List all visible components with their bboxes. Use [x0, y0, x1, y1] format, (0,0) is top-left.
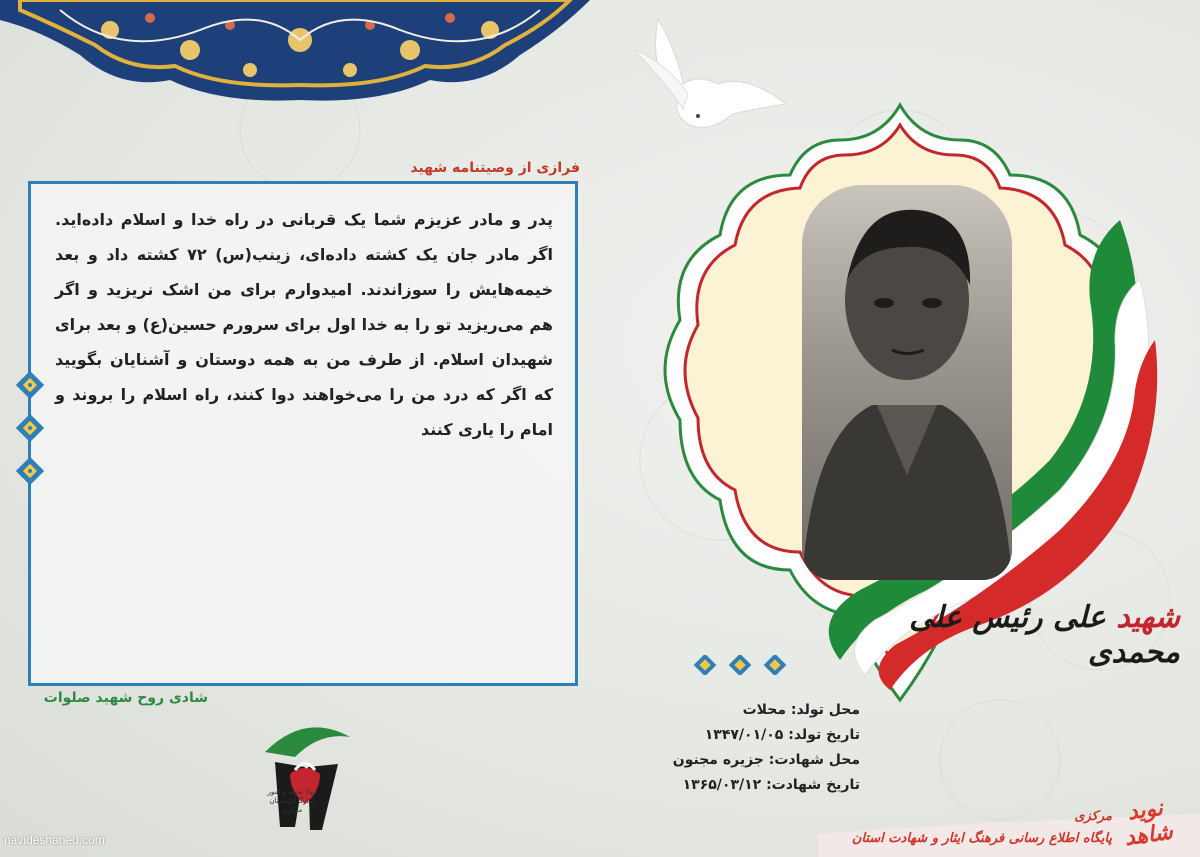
site-watermark: navideshahed.com — [4, 833, 105, 847]
will-text: پدر و مادر عزیزم شما یک قربانی در راه خدا و اسلام داده‌اید. اگر مادر جان یک کشته داده‌ای، زینب(س) ۷۲ کشته داد و بعد خیمه‌هایش را سوزاندند. امیدوارم برای من اشک نریزید و اگر هم می‌ریزید تو را به خدا اول برای سرورم حسین(ع) و بعد برای شهیدان اسلام. از طرف من به همه دوستان و آشنایان بگویید که اگر که درد من را می‌خواهند دوا کنند، راه اسلام را بروند و امام را یاری کنند — [55, 210, 553, 439]
martyr-bio — [640, 698, 860, 798]
side-ornament-icons — [10, 370, 50, 495]
bio-birthplace: محل تولد: محلات — [742, 702, 860, 718]
martyr-portrait — [802, 185, 1012, 580]
emblem-caption: بنیاد شهید و امور ایثارگران استان مرکزی — [267, 788, 317, 814]
will-text-box — [28, 181, 578, 686]
decorative-dots-icon — [690, 655, 790, 675]
martyr-prefix: شهید — [1116, 600, 1180, 635]
footer-subtitle-line2: پایگاه اطلاع رسانی فرهنگ ایثار و شهادت استان — [851, 831, 1112, 846]
foundation-emblem-logo — [250, 712, 360, 840]
bio-martyrdom-place: محل شهادت: جزیره مجنون — [672, 752, 860, 768]
top-tile-ornament — [0, 0, 590, 108]
footer-subtitle-line1: مرکزی — [1074, 809, 1112, 824]
bio-martyrdom-date: تاریخ شهادت: ۱۳۶۵/۰۳/۱۲ — [682, 777, 860, 793]
portrait-silhouette — [802, 185, 1012, 580]
closing-salawat: شادی روح شهید صلوات — [43, 690, 208, 706]
martyr-full-name: علی رئیس علی محمدی — [909, 600, 1180, 670]
martyr-name — [860, 600, 1180, 670]
footer-logo-text: نوید شاهد — [1123, 795, 1175, 852]
will-section-title: فرازی از وصیتنامه شهید — [410, 160, 580, 176]
bio-birthdate: تاریخ تولد: ۱۳۴۷/۰۱/۰۵ — [704, 727, 860, 743]
footer-subtitle — [822, 806, 1112, 850]
